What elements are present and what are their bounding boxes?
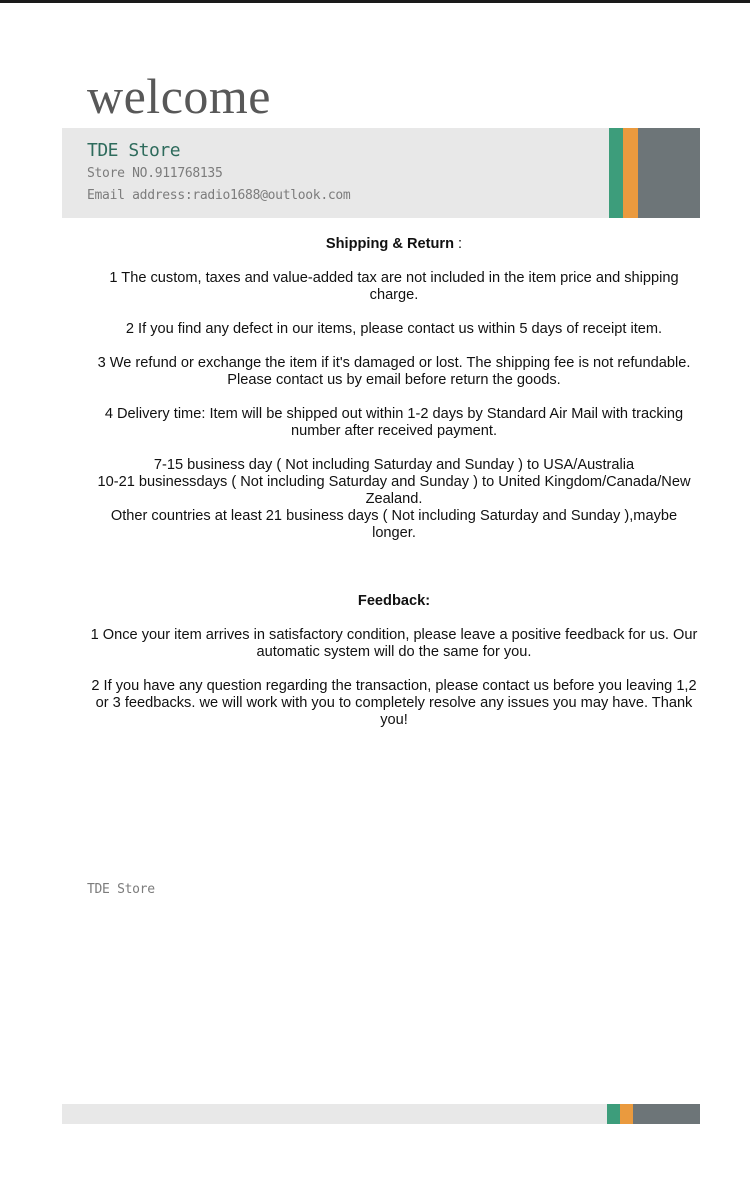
shipping-item: 4 Delivery time: Item will be shipped out within 1-2 days by Standard Air Mail with tracking number after received payment. [104, 406, 684, 439]
orange-stripe [623, 128, 638, 218]
section-spacer [88, 542, 700, 576]
shipping-item: 3 We refund or exchange the item if it's damaged or lost. The shipping fee is not refundable. Please contact us by email before return the goods. [97, 355, 691, 388]
section-spacer [88, 576, 700, 593]
feedback-heading: Feedback: [357, 593, 431, 609]
feedback-item: 1 Once your item arrives in satisfactory condition, please leave a positive feedback for us. Our automatic system will do the same for you. [90, 627, 698, 660]
green-stripe [609, 128, 623, 218]
shipping-heading-colon: : [453, 236, 463, 252]
footer-orange-stripe [620, 1104, 633, 1124]
footer-gray-stripe [633, 1104, 700, 1124]
shipping-heading-text: Shipping & Return [325, 236, 454, 252]
delivery-line: 10-21 businessdays ( Not including Saturday and Sunday ) to United Kingdom/Canada/New Zealand. [97, 474, 691, 507]
footer-green-stripe [607, 1104, 620, 1124]
shipping-heading [88, 236, 700, 253]
gray-stripe [638, 128, 700, 218]
delivery-times [88, 457, 700, 542]
delivery-line: 7-15 business day ( Not including Saturday and Sunday ) to USA/Australia [153, 457, 635, 473]
shipping-item: 2 If you find any defect in our items, please contact us within 5 days of receipt item. [125, 321, 663, 337]
store-number: Store NO.911768135 [87, 166, 223, 181]
store-banner [62, 128, 700, 218]
feedback-item: 2 If you have any question regarding the transaction, please contact us before you leaving 1,2 or 3 feedbacks. we will work with you to completely resolve any issues you may have. Thank you! [91, 678, 697, 728]
store-email: Email address:radio1688@outlook.com [87, 188, 351, 203]
shipping-item: 1 The custom, taxes and value-added tax are not included in the item price and shipping charge. [109, 270, 679, 303]
footer-store-name: TDE Store [87, 882, 155, 897]
welcome-title: welcome [87, 68, 271, 124]
footer-bar [62, 1104, 700, 1124]
delivery-line: Other countries at least 21 business days ( Not including Saturday and Sunday ),maybe longer. [110, 508, 678, 541]
store-name: TDE Store [87, 140, 181, 161]
policy-content [88, 236, 700, 746]
top-rule [0, 0, 750, 3]
